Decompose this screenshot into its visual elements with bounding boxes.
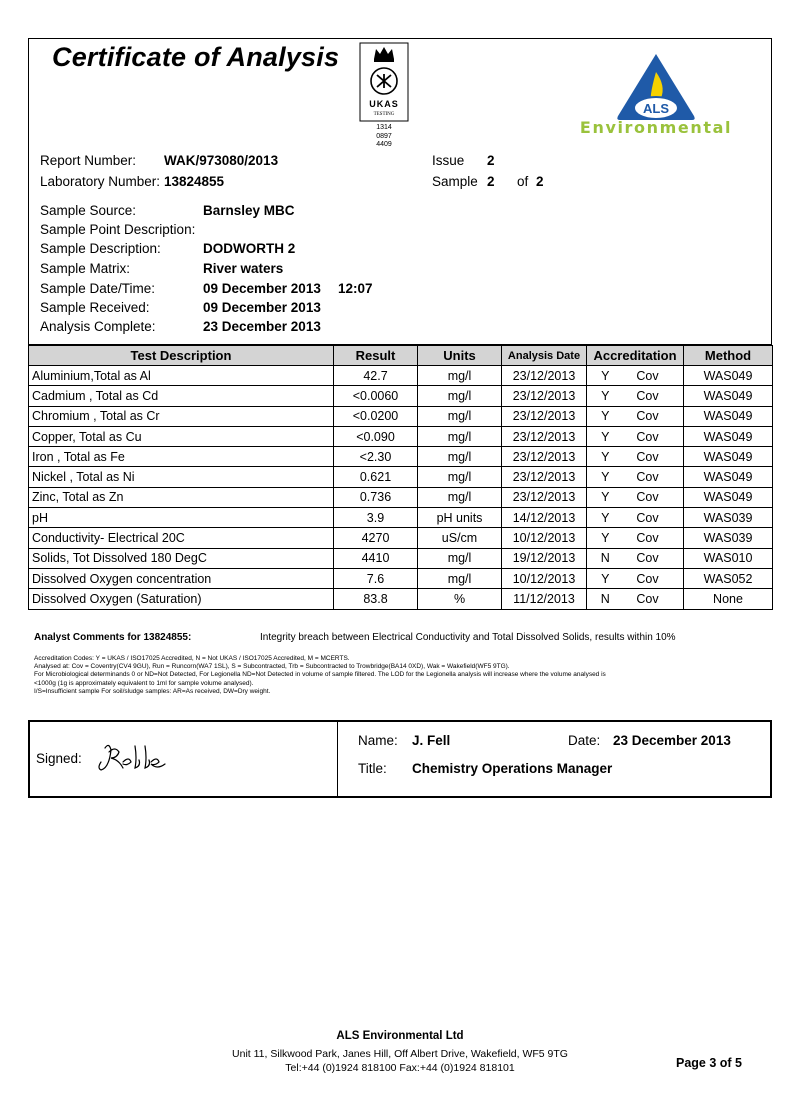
analyst-comments-label: Analyst Comments for 13824855: bbox=[34, 632, 192, 643]
table-row bbox=[29, 366, 773, 386]
ukas-label: UKAS bbox=[369, 99, 399, 109]
sample-index: 2 bbox=[487, 174, 495, 189]
accreditation-flag: Y bbox=[601, 429, 610, 444]
footer-address: Unit 11, Silkwood Park, Janes Hill, Off Albert Drive, Wakefield, WF5 9TG bbox=[232, 1048, 568, 1060]
cell-units: mg/l bbox=[418, 386, 502, 406]
cell-method: WAS049 bbox=[684, 426, 773, 446]
als-tagline: Environmental bbox=[579, 118, 733, 137]
footer-company: ALS Environmental Ltd bbox=[336, 1030, 464, 1042]
accreditation-site: Cov bbox=[636, 470, 659, 485]
sample-description: DODWORTH 2 bbox=[203, 241, 296, 256]
accreditation-site: Cov bbox=[636, 531, 659, 546]
issue-value: 2 bbox=[487, 153, 495, 168]
cell-units: mg/l bbox=[418, 366, 502, 386]
cell-analysis-date: 11/12/2013 bbox=[502, 589, 587, 609]
accreditation-site: Cov bbox=[636, 591, 659, 606]
cell-accreditation bbox=[587, 386, 684, 406]
cell-units: mg/l bbox=[418, 568, 502, 588]
footnote-line: I/S=Insufficient sample For soil/sludge samples: AR=As received, DW=Dry weight. bbox=[34, 687, 271, 695]
cell-units: pH units bbox=[418, 508, 502, 528]
cell-accreditation bbox=[587, 528, 684, 548]
cell-analysis-date: 14/12/2013 bbox=[502, 508, 587, 528]
cell-method: WAS049 bbox=[684, 386, 773, 406]
analysis-complete-label: Analysis Complete: bbox=[40, 319, 156, 334]
cell-description: Nickel , Total as Ni bbox=[29, 467, 334, 487]
table-row bbox=[29, 447, 773, 467]
col-header-result: Result bbox=[334, 346, 418, 366]
accreditation-flag: Y bbox=[601, 490, 610, 505]
cell-accreditation bbox=[587, 589, 684, 609]
cell-description: Iron , Total as Fe bbox=[29, 447, 334, 467]
cell-result: <0.090 bbox=[334, 426, 418, 446]
cell-result: <0.0200 bbox=[334, 406, 418, 426]
cell-accreditation bbox=[587, 447, 684, 467]
ukas-sublabel: TESTING bbox=[373, 112, 395, 117]
accreditation-flag: N bbox=[600, 551, 610, 566]
signature-date: 23 December 2013 bbox=[613, 733, 731, 748]
table-row bbox=[29, 548, 773, 568]
accreditation-site: Cov bbox=[636, 551, 659, 566]
cell-units: mg/l bbox=[418, 548, 502, 568]
accreditation-site: Cov bbox=[636, 429, 659, 444]
col-header-accreditation: Accreditation bbox=[587, 346, 684, 366]
cell-units: mg/l bbox=[418, 426, 502, 446]
cell-analysis-date: 23/12/2013 bbox=[502, 426, 587, 446]
cell-result: <0.0060 bbox=[334, 386, 418, 406]
name-label: Name: bbox=[358, 733, 398, 748]
sample-source-label: Sample Source: bbox=[40, 203, 137, 218]
table-row bbox=[29, 386, 773, 406]
accreditation-site: Cov bbox=[636, 490, 659, 505]
accreditation-flag: Y bbox=[601, 449, 610, 464]
cell-method: WAS039 bbox=[684, 508, 773, 528]
cell-analysis-date: 10/12/2013 bbox=[502, 568, 587, 588]
cell-result: 83.8 bbox=[334, 589, 418, 609]
cell-accreditation bbox=[587, 548, 684, 568]
date-label: Date: bbox=[568, 733, 601, 748]
accreditation-flag: Y bbox=[601, 368, 610, 383]
sample-date: 09 December 2013 bbox=[203, 281, 321, 296]
cell-description: Dissolved Oxygen (Saturation) bbox=[29, 589, 334, 609]
accreditation-flag: Y bbox=[601, 571, 610, 586]
sample-datetime-label: Sample Date/Time: bbox=[40, 281, 156, 296]
cell-result: 0.621 bbox=[334, 467, 418, 487]
col-header-method: Method bbox=[684, 346, 773, 366]
table-row bbox=[29, 568, 773, 588]
accreditation-flag: Y bbox=[601, 510, 610, 525]
accreditation-site: Cov bbox=[636, 368, 659, 383]
sample-point-label: Sample Point Description: bbox=[40, 222, 196, 237]
accreditation-site: Cov bbox=[636, 388, 659, 403]
cell-accreditation bbox=[587, 467, 684, 487]
cell-analysis-date: 10/12/2013 bbox=[502, 528, 587, 548]
accreditation-flag: Y bbox=[601, 470, 610, 485]
page-title: Certificate of Analysis bbox=[52, 42, 340, 72]
footnote-line: For Microbiological determinands 0 or ND=Not Detected, For Legionella ND=Not Detected in volume of sample filtered. The LOD for the Legionella analysis will increase where the volume analysed is bbox=[34, 671, 606, 679]
cell-description: Chromium , Total as Cr bbox=[29, 406, 334, 426]
cell-accreditation bbox=[587, 487, 684, 507]
ukas-numbers: 1314 0897 4409 bbox=[376, 124, 392, 148]
lab-number: 13824855 bbox=[164, 174, 225, 189]
cell-units: mg/l bbox=[418, 487, 502, 507]
cell-method: None bbox=[684, 589, 773, 609]
accreditation-flag: Y bbox=[601, 409, 610, 424]
accreditation-site: Cov bbox=[636, 510, 659, 525]
of-label: of bbox=[517, 174, 529, 189]
cell-units: uS/cm bbox=[418, 528, 502, 548]
cell-method: WAS049 bbox=[684, 447, 773, 467]
sample-source: Barnsley MBC bbox=[203, 203, 295, 218]
cell-analysis-date: 19/12/2013 bbox=[502, 548, 587, 568]
sample-description-label: Sample Description: bbox=[40, 241, 161, 256]
cell-description: Dissolved Oxygen concentration bbox=[29, 568, 334, 588]
sample-received: 09 December 2013 bbox=[203, 300, 321, 315]
sample-label: Sample bbox=[432, 174, 478, 189]
cell-units: % bbox=[418, 589, 502, 609]
cell-method: WAS049 bbox=[684, 467, 773, 487]
signed-label: Signed: bbox=[36, 751, 82, 766]
issue-label: Issue bbox=[432, 153, 465, 168]
table-row bbox=[29, 528, 773, 548]
sample-received-label: Sample Received: bbox=[40, 300, 150, 315]
cell-result: 4270 bbox=[334, 528, 418, 548]
cell-accreditation bbox=[587, 366, 684, 386]
table-row bbox=[29, 487, 773, 507]
cell-analysis-date: 23/12/2013 bbox=[502, 447, 587, 467]
cell-result: 3.9 bbox=[334, 508, 418, 528]
sample-matrix: River waters bbox=[203, 261, 284, 276]
accreditation-site: Cov bbox=[636, 409, 659, 424]
col-header-description: Test Description bbox=[29, 346, 334, 366]
cell-result: 4410 bbox=[334, 548, 418, 568]
table-row bbox=[29, 589, 773, 609]
footnote-line: <1000g (1g is approximately equivalent to 1ml for sample volume analysed). bbox=[34, 679, 254, 687]
sample-total: 2 bbox=[536, 174, 544, 189]
sample-time: 12:07 bbox=[338, 281, 373, 296]
cell-analysis-date: 23/12/2013 bbox=[502, 467, 587, 487]
cell-analysis-date: 23/12/2013 bbox=[502, 487, 587, 507]
footnote-line: Analysed at: Cov = Coventry(CV4 9GU), Run = Runcorn(WA7 1SL), S = Subcontracted, Trb = Subcontracted to Trowbridge(BA14 0XD), Wak = Wakefield(WF5 9TG). bbox=[34, 663, 510, 671]
table-row bbox=[29, 467, 773, 487]
cell-result: <2.30 bbox=[334, 447, 418, 467]
col-header-date: Analysis Date bbox=[502, 346, 587, 366]
cell-method: WAS052 bbox=[684, 568, 773, 588]
cell-accreditation bbox=[587, 406, 684, 426]
cell-method: WAS049 bbox=[684, 366, 773, 386]
accreditation-flag: Y bbox=[601, 531, 610, 546]
cell-result: 7.6 bbox=[334, 568, 418, 588]
cell-accreditation bbox=[587, 568, 684, 588]
table-row bbox=[29, 426, 773, 446]
cell-units: mg/l bbox=[418, 406, 502, 426]
cell-method: WAS049 bbox=[684, 487, 773, 507]
cell-description: Copper, Total as Cu bbox=[29, 426, 334, 446]
report-number: WAK/973080/2013 bbox=[164, 153, 279, 168]
cell-accreditation bbox=[587, 508, 684, 528]
cell-units: mg/l bbox=[418, 447, 502, 467]
cell-description: Cadmium , Total as Cd bbox=[29, 386, 334, 406]
lab-number-label: Laboratory Number: bbox=[40, 174, 161, 189]
cell-analysis-date: 23/12/2013 bbox=[502, 366, 587, 386]
footnotes bbox=[34, 655, 774, 696]
table-header-row bbox=[29, 346, 773, 366]
cell-result: 42.7 bbox=[334, 366, 418, 386]
accreditation-site: Cov bbox=[636, 449, 659, 464]
page-number: Page 3 of 5 bbox=[676, 1056, 742, 1070]
cell-description: Conductivity- Electrical 20C bbox=[29, 528, 334, 548]
cell-method: WAS039 bbox=[684, 528, 773, 548]
cell-description: Aluminium,Total as Al bbox=[29, 366, 334, 386]
cell-description: Zinc, Total as Zn bbox=[29, 487, 334, 507]
accreditation-flag: Y bbox=[601, 388, 610, 403]
analyst-comments-text: Integrity breach between Electrical Conductivity and Total Dissolved Solids, results within 10% bbox=[260, 632, 676, 643]
analysis-complete: 23 December 2013 bbox=[203, 319, 321, 334]
table-row bbox=[29, 406, 773, 426]
table-row bbox=[29, 508, 773, 528]
cell-analysis-date: 23/12/2013 bbox=[502, 406, 587, 426]
cell-description: pH bbox=[29, 508, 334, 528]
footnote-line: Accreditation Codes: Y = UKAS / ISO17025 Accredited, N = Not UKAS / ISO17025 Accredited, M = MCERTS. bbox=[34, 655, 350, 662]
signatory-title: Chemistry Operations Manager bbox=[412, 761, 613, 776]
accreditation-site: Cov bbox=[636, 571, 659, 586]
als-brand: ALS bbox=[643, 101, 669, 116]
cell-accreditation bbox=[587, 426, 684, 446]
cell-units: mg/l bbox=[418, 467, 502, 487]
signatory-name: J. Fell bbox=[412, 733, 451, 748]
signature-divider bbox=[337, 720, 338, 798]
title-label: Title: bbox=[358, 761, 387, 776]
col-header-units: Units bbox=[418, 346, 502, 366]
accreditation-flag: N bbox=[600, 591, 610, 606]
results-table bbox=[28, 345, 773, 610]
sample-matrix-label: Sample Matrix: bbox=[40, 261, 131, 276]
report-number-label: Report Number: bbox=[40, 153, 137, 168]
cell-analysis-date: 23/12/2013 bbox=[502, 386, 587, 406]
cell-description: Solids, Tot Dissolved 180 DegC bbox=[29, 548, 334, 568]
handwritten-signature-icon bbox=[95, 738, 185, 778]
cell-method: WAS049 bbox=[684, 406, 773, 426]
cell-result: 0.736 bbox=[334, 487, 418, 507]
footer-phone: Tel:+44 (0)1924 818100 Fax:+44 (0)1924 818101 bbox=[285, 1062, 515, 1074]
cell-method: WAS010 bbox=[684, 548, 773, 568]
